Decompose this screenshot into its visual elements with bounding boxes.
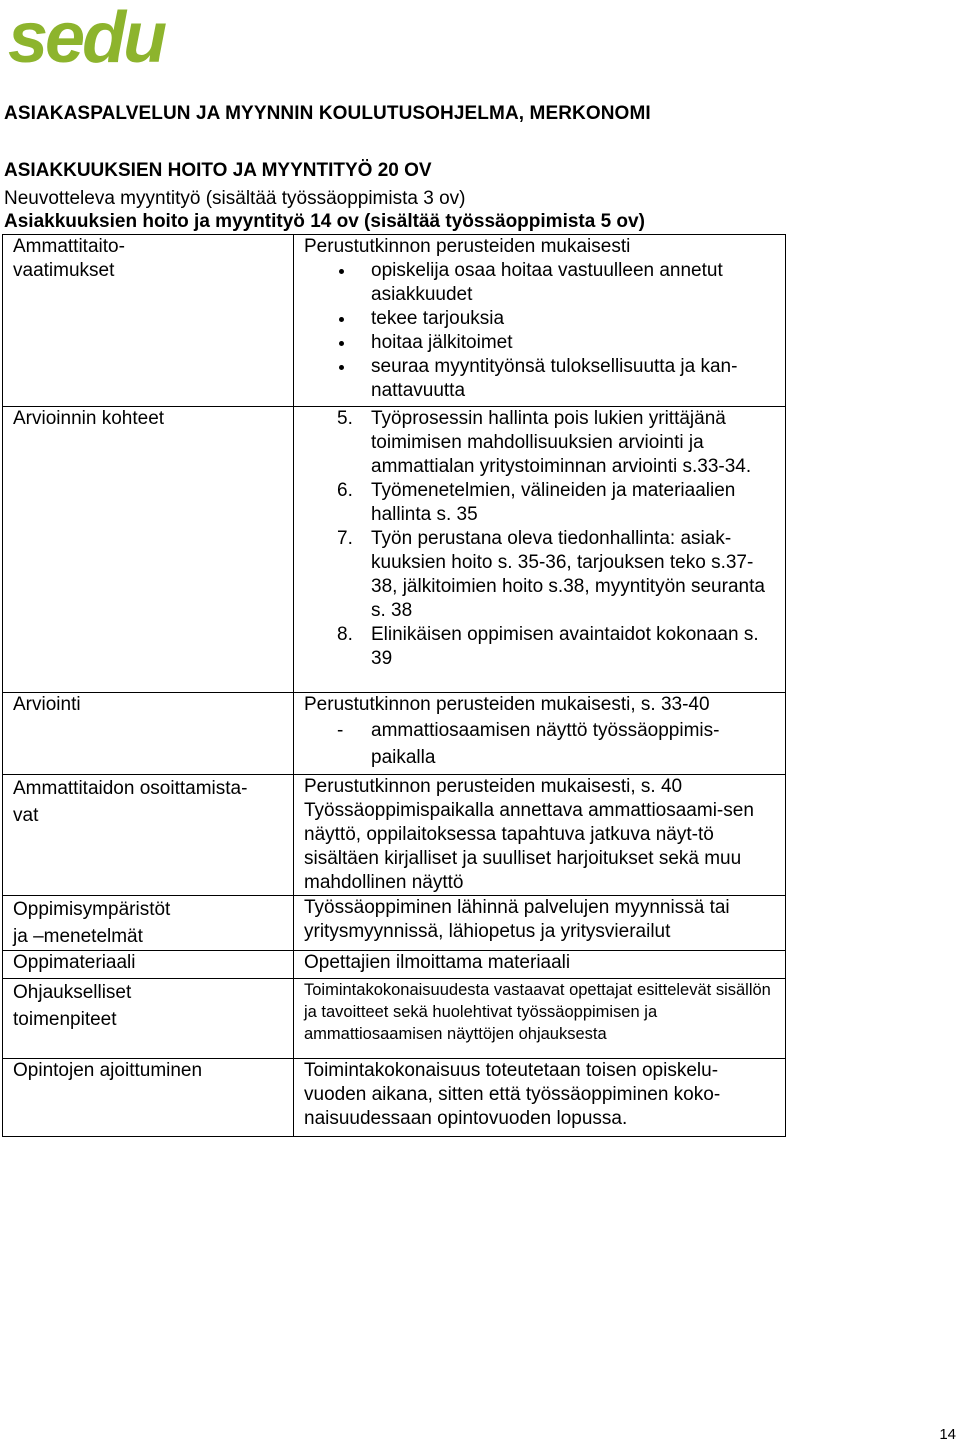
row-label: Ammattitaidon osoittamista- vat — [3, 775, 294, 896]
list-item: opiskelija osaa hoitaa vastuulleen annetut asiakkuudet — [304, 259, 779, 307]
list-item: - ammattiosaamisen näyttö työssäoppimis-paikalla — [337, 720, 720, 768]
row-label: Oppimisympäristöt ja –menetelmät — [3, 896, 294, 951]
row-label: Ohjaukselliset toimenpiteet — [3, 979, 294, 1059]
module-subtitle-2: Asiakkuuksien hoito ja myyntityö 14 ov (sisältää työssäoppimista 5 ov) — [4, 211, 645, 232]
row-intro: Perustutkinnon perusteiden mukaisesti — [304, 236, 631, 257]
row-arvioinnin-kohteet — [3, 407, 786, 693]
row-arviointi — [3, 693, 786, 775]
sedu-logo — [8, 6, 188, 68]
list-item: tekee tarjouksia — [304, 307, 779, 331]
row-label: Oppimateriaali — [3, 951, 294, 979]
module-title: ASIAKKUUKSIEN HOITO JA MYYNTITYÖ 20 OV — [4, 160, 432, 181]
row-label: Ammattitaito- vaatimukset — [3, 235, 294, 407]
row-oppimisymparistot: Oppimisympäristöt ja –menetelmät Työssäoppiminen lähinnä palvelujen myynnissä tai yritysmyynnissä, lähiopetus ja yritysvierailut — [3, 896, 786, 951]
row-ammattitaidon-osoittamistavat: Ammattitaidon osoittamista- vat Perustutkinnon perusteiden mukaisesti, s. 40 Työssäoppimispaikalla annettava ammattiosaami-sen näyttö, oppilaitoksessa tapahtuva jatkuva näyt-tö sisältäen kirjalliset ja suulliset harjoitukset sekä muu mahdollinen näyttö — [3, 775, 786, 896]
row-intro: Perustutkinnon perusteiden mukaisesti, s. 33-40 — [304, 694, 710, 715]
list-item: hoitaa jälkitoimet — [304, 331, 779, 355]
module-subtitle-1: Neuvotteleva myyntityö (sisältää työssäoppimista 3 ov) — [4, 188, 466, 209]
module-table — [2, 234, 786, 1137]
list-item: seuraa myyntityönsä tuloksellisuutta ja kan-nattavuutta — [304, 355, 779, 403]
row-label: Arvioinnin kohteet — [3, 407, 294, 693]
row-ohjaukselliset-toimenpiteet: Ohjaukselliset toimenpiteet Toimintakokonaisuudesta vastaavat opettajat esittelevät sisällön ja tavoitteet sekä huolehtivat työssäoppimisen ja ammattiosaamisen näyttöjen ohjauksesta — [3, 979, 786, 1059]
row-ammattitaitovaatimukset — [3, 235, 786, 407]
list-item: 7. Työn perustana oleva tiedonhallinta: asiak-kuuksien hoito s. 35-36, tarjouksen teko s.37-38, jälkitoimien hoito s.38, myyntityön seuranta s. 38 — [337, 528, 765, 621]
program-title: ASIAKASPALVELUN JA MYYNNIN KOULUTUSOHJELMA, MERKONOMI — [4, 103, 651, 124]
assessment-target-list — [304, 407, 779, 671]
requirement-list — [304, 259, 779, 403]
row-opintojen-ajoittuminen: Opintojen ajoittuminen Toimintakokonaisuus toteutetaan toisen opiskelu-vuoden aikana, sitten että työssäoppiminen koko-naisuudessaan opintovuoden lopussa. — [3, 1059, 786, 1137]
list-item: 8. Elinikäisen oppimisen avaintaidot kokonaan s. 39 — [337, 624, 759, 669]
list-item: 5. Työprosessin hallinta pois lukien yrittäjänä toimimisen mahdollisuuksien arviointi ja ammattialan yritystoiminnan arviointi s.33-34. — [337, 408, 752, 477]
row-label: Opintojen ajoittuminen — [3, 1059, 294, 1137]
logo-text: sedu — [8, 6, 165, 68]
list-item: 6. Työmenetelmien, välineiden ja materiaalien hallinta s. 35 — [337, 480, 736, 525]
page-number: 14 — [939, 1426, 956, 1443]
row-oppimateriaali: Oppimateriaali Opettajien ilmoittama materiaali — [3, 951, 786, 979]
row-label: Arviointi — [3, 693, 294, 775]
